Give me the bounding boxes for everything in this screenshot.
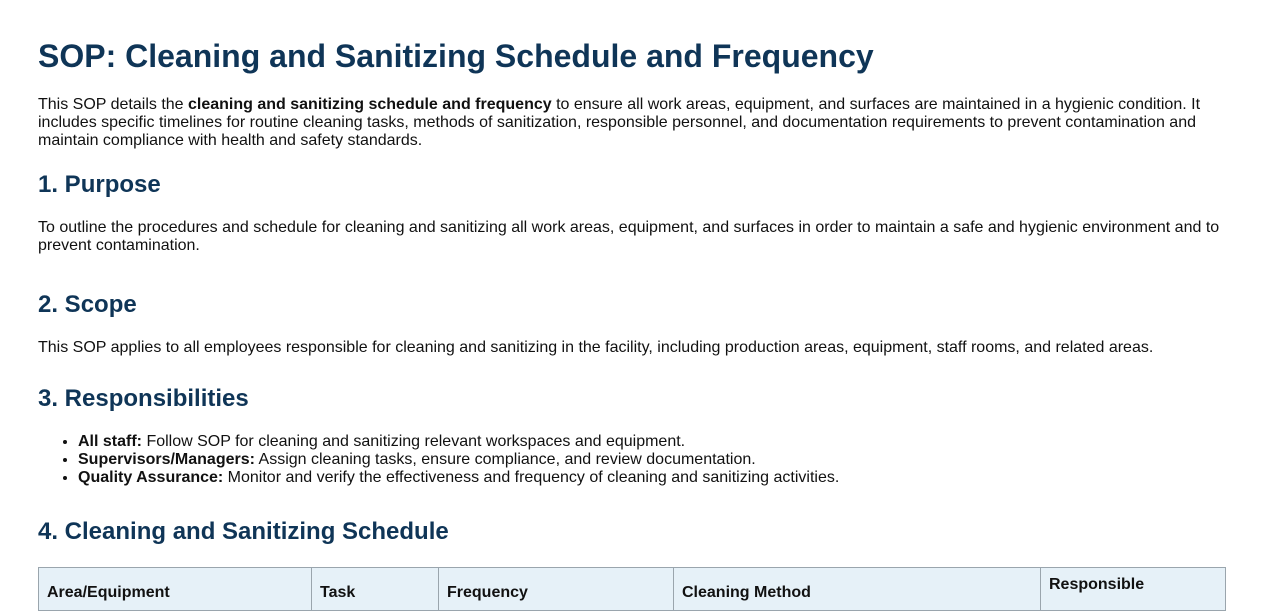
responsibilities-list: [38, 433, 1225, 487]
list-item: [78, 451, 1225, 469]
column-header-task: Task: [312, 568, 439, 611]
schedule-heading: 4. Cleaning and Sanitizing Schedule: [38, 518, 449, 545]
scope-heading: 2. Scope: [38, 291, 137, 318]
role-description: Assign cleaning tasks, ensure compliance, and review documentation.: [254, 451, 756, 468]
column-header-method: Cleaning Method: [674, 568, 1041, 611]
column-header-area: Area/Equipment: [39, 568, 312, 611]
role-label: Supervisors/Managers:: [78, 451, 255, 468]
intro-emphasis: cleaning and sanitizing schedule and frequency: [188, 96, 552, 113]
purpose-text: To outline the procedures and schedule for cleaning and sanitizing all work areas, equipment, and surfaces in order to maintain a safe and hygienic environment and to prevent contamination.: [38, 219, 1220, 254]
page-title: SOP: Cleaning and Sanitizing Schedule and Frequency: [38, 38, 874, 74]
role-label: All staff:: [78, 433, 142, 450]
responsibilities-heading: 3. Responsibilities: [38, 385, 249, 412]
column-header-responsible: Responsible: [1041, 568, 1226, 611]
role-label: Quality Assurance:: [78, 469, 224, 486]
list-item: [78, 433, 1225, 451]
column-header-frequency: Frequency: [439, 568, 674, 611]
intro-paragraph: [38, 96, 1225, 150]
table-header-row: [39, 568, 1226, 611]
schedule-table: [38, 567, 1226, 611]
role-description: Monitor and verify the effectiveness and frequency of cleaning and sanitizing activities.: [223, 469, 840, 486]
role-description: Follow SOP for cleaning and sanitizing relevant workspaces and equipment.: [142, 433, 686, 450]
scope-text: This SOP applies to all employees responsible for cleaning and sanitizing in the facility, including production areas, equipment, staff rooms, and related areas.: [38, 339, 1154, 356]
intro-text-start: This SOP details the: [38, 96, 188, 113]
list-item: [78, 469, 1225, 487]
purpose-heading: 1. Purpose: [38, 171, 161, 198]
intro-text-end: to ensure all work areas, equipment, and surfaces are maintained in a hygienic condition. It includes specific timelines for routine cleaning tasks, methods of sanitization, responsible personnel, and documentation requirements to prevent contamination and maintain compliance with health and safety standards.: [38, 96, 1201, 149]
